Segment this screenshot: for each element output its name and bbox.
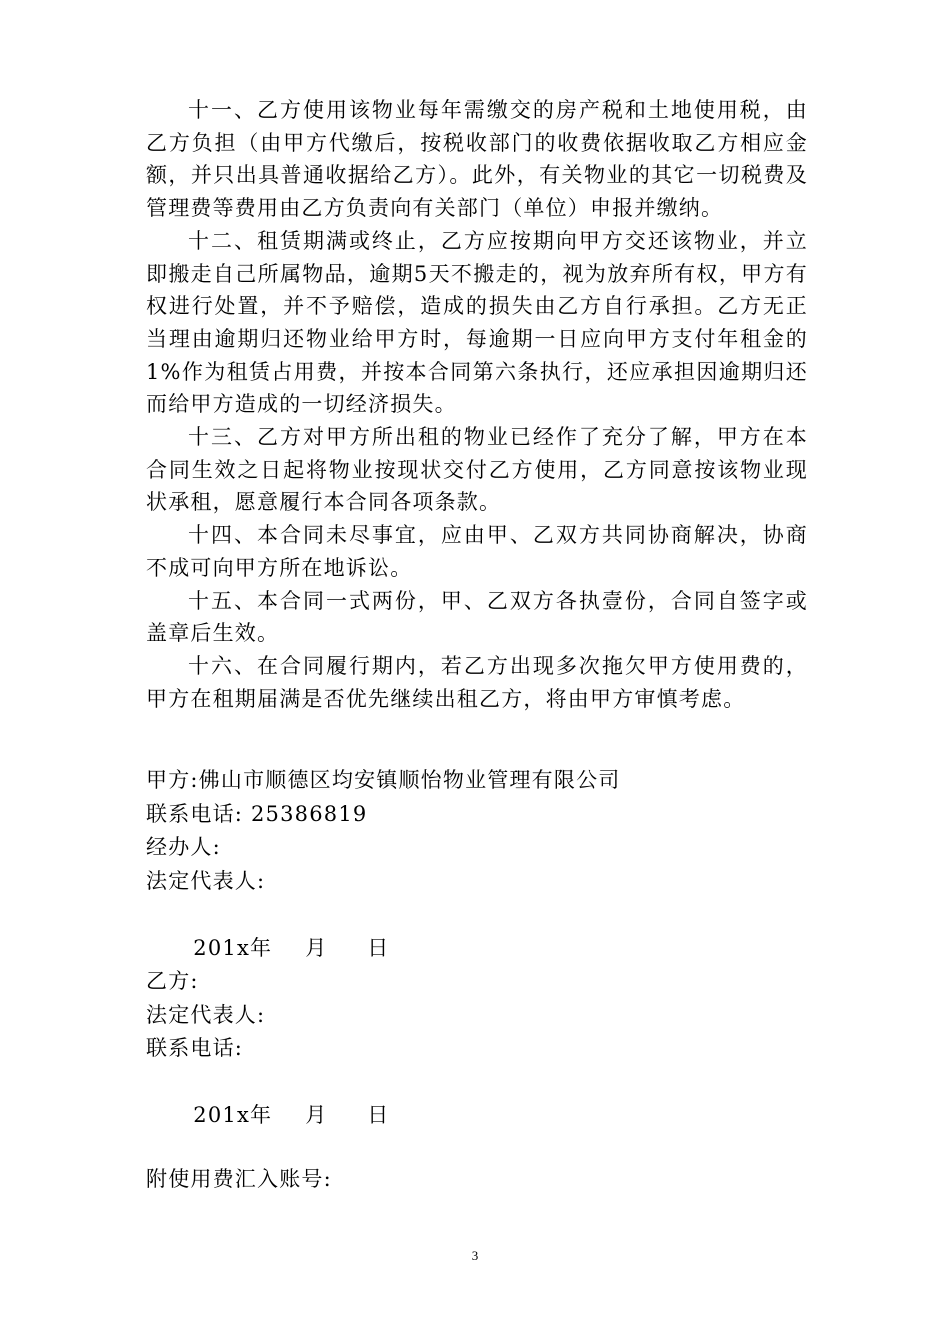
party-b-signature-block (146, 965, 826, 1127)
party-a-name: 甲方:佛山市顺德区均安镇顺怡物业管理有限公司 (146, 768, 621, 792)
party-b-name: 乙方: (146, 969, 199, 993)
party-b-legal-rep: 法定代表人: (146, 1002, 266, 1027)
party-a-handler: 经办人: (146, 835, 221, 859)
party-a-date-day: 日 (367, 935, 390, 960)
clause-16: 十六、在合同履行期内，若乙方出现多次拖欠甲方使用费的，甲方在租期届满是否优先继续出租乙方，将由甲方审慎考虑。 (146, 653, 808, 711)
party-b-phone: 联系电话: (146, 1036, 244, 1060)
payment-account-line: 附使用费汇入账号: (146, 1167, 332, 1191)
party-b-date-month: 月 (305, 1103, 328, 1127)
page-number: 3 (471, 1248, 479, 1263)
clause-14: 十四、本合同未尽事宜，应由甲、乙双方共同协商解决，协商不成可向甲方所在地诉讼。 (146, 523, 808, 580)
party-b-date-day: 日 (367, 1103, 390, 1127)
clause-11: 十一、乙方使用该物业每年需缴交的房产税和土地使用税，由乙方负担（由甲方代缴后，按税收部门的收费依据收取乙方相应金额，并只出具普通收据给乙方）。此外，有关物业的其它一切税费及管理费等费用由乙方负责向有关部门（单位）申报并缴纳。 (146, 98, 808, 221)
party-b-date-year: 201x年 (193, 1103, 273, 1127)
party-a-date (146, 898, 826, 960)
clause-13: 十三、乙方对甲方所出租的物业已经作了充分了解，甲方在本合同生效之日起将物业按现状交付乙方使用，乙方同意按该物业现状承租，愿意履行本合同各项条款。 (146, 425, 808, 515)
clause-12: 十二、租赁期满或终止，乙方应按期向甲方交还该物业，并立即搬走自己所属物品，逾期5天不搬走的，视为放弃所有权，甲方有权进行处置，并不予赔偿，造成的损失由乙方自行承担。乙方无正当理由逾期归还物业给甲方时，每逾期一日应向甲方支付年租金的1%作为租赁占用费，并按本合同第六条执行，还应承担因逾期归还而给甲方造成的一切经济损失。 (146, 228, 808, 417)
party-a-signature-block (146, 764, 826, 960)
party-a-date-year: 201x年 (193, 935, 273, 960)
clause-15: 十五、本合同一式两份，甲、乙双方各执壹份，合同自签字或盖章后生效。 (146, 588, 808, 646)
party-a-date-month: 月 (305, 935, 328, 960)
party-b-date (146, 1066, 826, 1127)
party-a-legal-rep: 法定代表人: (146, 868, 266, 893)
contract-clauses (146, 94, 808, 715)
party-a-phone: 联系电话: 25386819 (146, 801, 368, 826)
